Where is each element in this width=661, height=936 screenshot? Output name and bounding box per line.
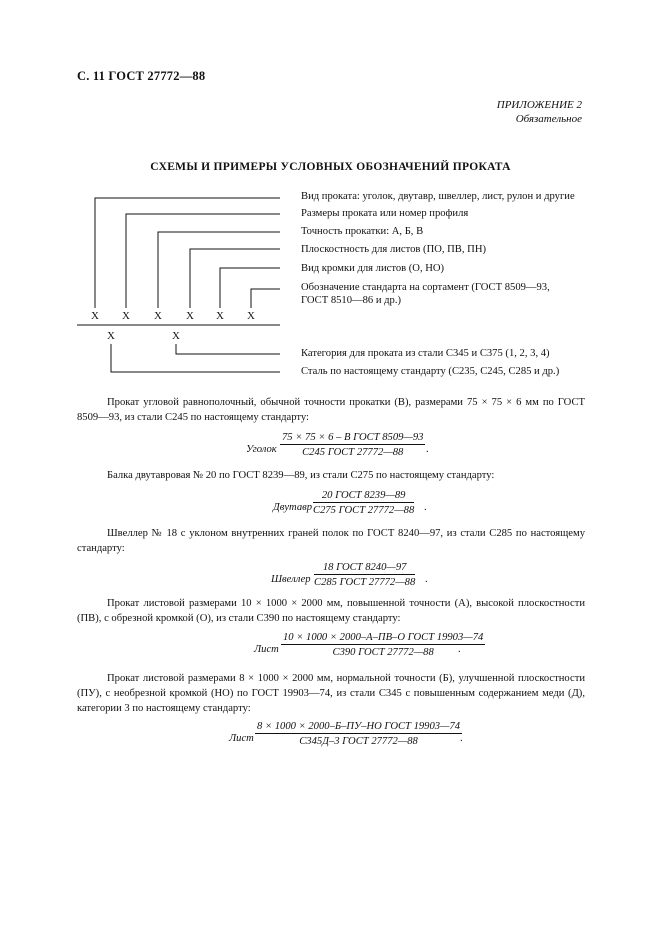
scheme-label-standard: Обозначение стандарта на сортамент (ГОСТ 8509—93, — [301, 282, 550, 293]
scheme-mark: X — [172, 330, 180, 342]
designation-formula — [0, 432, 661, 472]
formula-name: Уголок — [246, 444, 277, 455]
formula-end: . — [425, 574, 428, 585]
example-paragraph: Прокат листовой размерами 8 × 1000 × 2000 мм, нормальной точности (Б), улучшенной плоскостности (ПУ), с необрезной кромкой (НО) по ГОСТ 19903—74, из стали С345 с повышенным содержанием меди (Д), категории 3 по настоящему стандарту: — [77, 673, 585, 714]
leader-line-6 — [251, 289, 280, 308]
scheme-label-flatness: Плоскостность для листов (ПО, ПВ, ПН) — [301, 244, 487, 255]
appendix-title: ПРИЛОЖЕНИЕ 2 — [496, 99, 582, 111]
example-paragraph: Балка двутавровая № 20 по ГОСТ 8239—89, из стали С275 по настоящему стандарту: — [107, 470, 495, 481]
scheme-mark: X — [247, 310, 255, 322]
formula-fraction — [255, 721, 462, 747]
formula-numerator: 18 ГОСТ 8240—97 — [314, 562, 415, 575]
formula-denominator: С345Д–3 ГОСТ 27772—88 — [299, 736, 418, 747]
formula-denominator: С390 ГОСТ 27772—88 — [332, 647, 434, 658]
formula-numerator: 20 ГОСТ 8239—89 — [313, 490, 414, 503]
scheme-mark: X — [216, 310, 224, 322]
scheme-label-type: Вид проката: уголок, двутавр, швеллер, лист, рулон и другие — [301, 191, 575, 202]
scheme-label-standard-cont: ГОСТ 8510—86 и др.) — [301, 295, 402, 306]
formula-fraction — [280, 432, 425, 458]
formula-denominator: С245 ГОСТ 27772—88 — [302, 447, 404, 458]
formula-numerator: 10 × 1000 × 2000–А–ПВ–О ГОСТ 19903—74 — [283, 632, 484, 643]
formula-end: . — [424, 502, 427, 513]
leader-line-2 — [126, 214, 280, 308]
page-header: С. 11 ГОСТ 27772—88 — [77, 69, 206, 83]
appendix-subtitle: Обязательное — [515, 113, 582, 125]
section-title: СХЕМЫ И ПРИМЕРЫ УСЛОВНЫХ ОБОЗНАЧЕНИЙ ПРОКАТА — [150, 161, 511, 173]
leader-line-8 — [111, 344, 280, 372]
scheme-label-category: Категория для проката из стали С345 и С375 (1, 2, 3, 4) — [301, 348, 550, 359]
leader-line-3 — [158, 232, 280, 308]
leader-line-5 — [220, 268, 280, 308]
formula-name: Двутавр — [273, 502, 313, 513]
scheme-mark: X — [154, 310, 162, 322]
formula-end: . — [426, 444, 429, 455]
formula-name: Швеллер — [271, 574, 311, 585]
formula-end: . — [458, 644, 461, 655]
scheme-mark: X — [91, 310, 99, 322]
scheme-mark: X — [122, 310, 130, 322]
formula-fraction — [313, 490, 414, 516]
formula-numerator: 8 × 1000 × 2000–Б–ПУ–НО ГОСТ 19903—74 — [257, 721, 461, 732]
formula-denominator: С275 ГОСТ 27772—88 — [313, 505, 415, 516]
formula-name: Лист — [254, 644, 279, 655]
formula-numerator: 75 × 75 × 6 – В ГОСТ 8509—93 — [282, 432, 424, 443]
formula-fraction — [314, 562, 415, 588]
leader-line-7 — [176, 344, 280, 354]
designation-formula — [0, 721, 661, 761]
designation-formula — [0, 632, 661, 672]
scheme-mark: X — [186, 310, 194, 322]
scheme-mark: X — [107, 330, 115, 342]
scheme-label-accuracy: Точность прокатки: А, Б, В — [301, 226, 424, 237]
example-paragraph: Швеллер № 18 с уклоном внутренних граней полок по ГОСТ 8240—97, из стали С285 по настоящему стандарту: — [77, 528, 585, 554]
formula-end: . — [460, 733, 463, 744]
leader-line-4 — [190, 249, 280, 308]
scheme-label-edge: Вид кромки для листов (О, НО) — [301, 263, 445, 274]
formula-fraction — [281, 632, 485, 658]
designation-formula — [0, 490, 661, 530]
scheme-label-steel: Сталь по настоящему стандарту (С235, С245, С285 и др.) — [301, 366, 560, 377]
scheme-label-size: Размеры проката или номер профиля — [301, 208, 469, 219]
formula-name: Лист — [229, 733, 254, 744]
example-paragraph: Прокат угловой равнополочный, обычной точности прокатки (В), размерами 75 × 75 × 6 мм по ГОСТ 8509—93, из стали С245 по настоящему стандарту: — [77, 397, 585, 423]
formula-denominator: С285 ГОСТ 27772—88 — [314, 577, 416, 588]
example-paragraph: Прокат листовой размерами 10 × 1000 × 2000 мм, повышенной точности (А), высокой плоскостности (ПВ), с обрезной кромкой (О), из стали С390 по настоящему стандарту: — [77, 598, 585, 624]
